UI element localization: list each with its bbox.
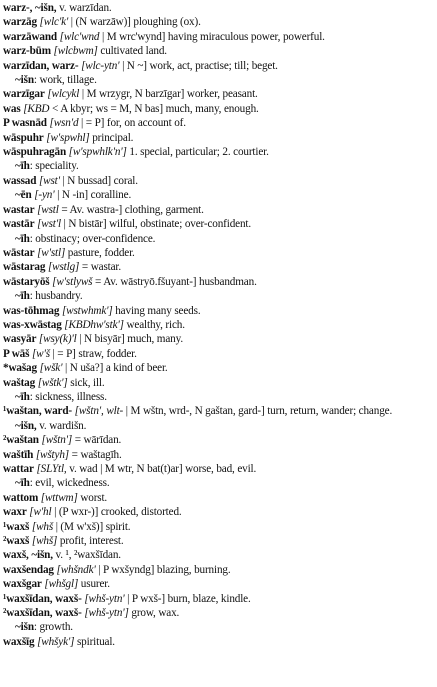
entry-headword: wāstaryōš (3, 275, 50, 288)
entry-gloss: | = P] for, on account of. (78, 117, 186, 130)
entry-headword: ¹waštan, ward- (3, 405, 73, 418)
entry-headword: ~išn, (15, 419, 37, 432)
dictionary-entry (3, 203, 433, 217)
entry-gloss: v. warzīdan. (56, 2, 112, 14)
entry-headword: was-tōhmag (3, 304, 60, 317)
entry-headword: P wāš (3, 347, 30, 360)
entry-gloss: | M wštn, wrd-, N gaštan, gard-] turn, return, wander; change. (123, 405, 393, 418)
dictionary-entry (3, 59, 433, 73)
entry-headword: wasyār (3, 333, 37, 346)
dictionary-entry (3, 462, 433, 476)
entry-headword: P wasnād (3, 117, 47, 130)
entry-gloss: : husbandry. (29, 290, 83, 303)
entry-gloss: | N bussad] coral. (59, 174, 138, 187)
entry-transcription: [wlcykl (44, 88, 80, 101)
entry-transcription: [w'spwhl] (43, 131, 90, 144)
entry-headword: wastar (3, 203, 35, 216)
entry-headword: was-xwāstag (3, 318, 62, 331)
entry-headword: wassad (3, 174, 37, 187)
entry-transcription: [wst'l (34, 218, 61, 231)
entry-gloss: v. wad | M wtr, N bat(t)ar] worse, bad, evil. (66, 463, 257, 475)
entry-headword: wāspuhragān (3, 146, 67, 159)
entry-headword: ~īh (15, 290, 30, 303)
entry-transcription: [wstwhmk'] (59, 304, 113, 317)
entry-headword: waxšgar (3, 578, 42, 591)
dictionary-entry (3, 304, 433, 318)
entry-headword: waxr (3, 506, 27, 519)
dictionary-entry (3, 73, 433, 87)
dictionary-entry (3, 520, 433, 534)
entry-gloss: | M wrzygr, N barzīgar] worker, peasant. (79, 88, 258, 101)
entry-headword: waxšendag (3, 563, 54, 576)
entry-transcription: [wlc'wnd (56, 30, 100, 43)
dictionary-entry (3, 620, 433, 634)
dictionary-entry (3, 159, 433, 173)
entry-gloss: : growth. (33, 621, 73, 634)
entry-gloss: : work, tillage. (33, 74, 97, 87)
entry-transcription: [whš-ytn'] (81, 607, 129, 620)
entry-gloss: | = P] straw, fodder. (49, 347, 137, 360)
entry-headword: ~īh (15, 160, 30, 173)
dictionary-entry (3, 44, 433, 58)
entry-gloss: spiritual. (74, 635, 115, 648)
entry-headword: was (3, 102, 21, 115)
entry-headword: ~īh (15, 232, 30, 245)
dictionary-entry (3, 448, 433, 462)
entry-transcription: [wttwm] (38, 491, 78, 504)
entry-headword: waštag (3, 376, 36, 389)
entry-transcription: [wštk'] (35, 376, 68, 389)
entry-transcription: [whš (29, 520, 54, 533)
entry-gloss: : sickness, illness. (29, 390, 107, 403)
dictionary-entry (3, 289, 433, 303)
dictionary-entry (3, 102, 433, 116)
entry-headword: waxšīg (3, 635, 35, 648)
entry-gloss: having many seeds. (112, 304, 201, 317)
dictionary-entry (3, 87, 433, 101)
entry-headword: wattom (3, 491, 39, 504)
entry-transcription: [w'stl] (34, 246, 66, 259)
dictionary-entry (3, 505, 433, 519)
dictionary-entry (3, 318, 433, 332)
entry-gloss: | (N warzāw)] ploughing (ox). (68, 16, 201, 29)
entry-headword: *wašag (3, 362, 37, 375)
entry-gloss: = Av. wastra-] clothing, garment. (58, 203, 204, 216)
entry-gloss: v. wardišn. (36, 419, 87, 432)
entry-gloss: | (P wxr-)] crooked, distorted. (51, 506, 182, 519)
dictionary-entry (3, 188, 433, 202)
dictionary-entry (3, 390, 433, 404)
entry-transcription: [wstlg] (45, 261, 80, 274)
entry-headword: ~išn (15, 621, 34, 634)
entry-transcription: [KBD (20, 102, 50, 115)
entry-headword: wāspuhr (3, 131, 44, 144)
dictionary-entry (3, 1, 433, 15)
entry-headword: ¹waxšīdan, waxš- (3, 592, 82, 605)
entry-gloss: = waštagīh. (68, 448, 122, 461)
entry-gloss: | N bistār] wilful, obstinate; over-confident. (60, 218, 252, 231)
entry-headword: ~īh (15, 477, 30, 490)
dictionary-entry (3, 606, 433, 620)
entry-transcription: [wstl (34, 203, 59, 216)
dictionary-entry (3, 635, 433, 649)
dictionary-entry (3, 548, 433, 562)
entry-gloss: = wārīdan. (72, 434, 122, 447)
entry-headword: ²waštan (3, 434, 39, 447)
dictionary-entry (3, 347, 433, 361)
entry-headword: warzīdan, warz- (3, 59, 79, 72)
entry-gloss: : speciality. (29, 160, 79, 173)
entry-gloss: grow, wax. (128, 607, 180, 620)
entry-transcription: [w'š (29, 347, 50, 360)
entry-gloss: | P wxšyndg] blazing, burning. (95, 563, 231, 576)
entry-gloss: | P wxš-] burn, blaze, kindle. (124, 592, 251, 605)
entry-headword: wastār (3, 218, 35, 231)
entry-headword: wattar (3, 463, 34, 475)
entry-headword: ~ēn (15, 189, 32, 202)
entry-gloss: sick, ill. (67, 376, 105, 389)
entry-headword: ²waxšīdan, waxš- (3, 607, 82, 620)
entry-transcription: [wsy(k)'l (36, 333, 77, 346)
entry-transcription: [-yn' (31, 189, 55, 202)
dictionary-entry (3, 592, 433, 606)
entry-gloss: < A kbyr; ws = M, N bas] much, many, enough. (49, 102, 259, 115)
dictionary-entry (3, 30, 433, 44)
dictionary-entry (3, 376, 433, 390)
dictionary-entry (3, 577, 433, 591)
entry-headword: ~īh (15, 390, 30, 403)
entry-headword: warzīgar (3, 88, 45, 101)
dictionary-entry (3, 15, 433, 29)
entry-transcription: [KBDhw'stk'] (61, 318, 124, 331)
entry-transcription: [wlc'k' (36, 16, 69, 29)
entry-gloss: | N -in] coralline. (54, 189, 132, 202)
entry-transcription: [whšyk'] (34, 635, 75, 648)
dictionary-entry (3, 476, 433, 490)
entry-transcription: [wst' (36, 174, 60, 187)
entry-gloss: 1. special, particular; 2. courtier. (126, 146, 269, 159)
entry-gloss: | N bisyār] much, many. (76, 333, 183, 346)
entry-gloss: worst. (77, 491, 108, 504)
dictionary-entry (3, 131, 433, 145)
entry-gloss: | (M w'xš)] spirit. (53, 520, 131, 533)
entry-headword: ¹waxš (3, 520, 30, 533)
entry-gloss: : evil, wickedness. (29, 477, 110, 490)
dictionary-entry (3, 217, 433, 231)
entry-gloss: wealthy, rich. (123, 318, 185, 331)
entry-transcription: [wštn'] (38, 434, 73, 447)
dictionary-entry (3, 563, 433, 577)
entry-headword: wāstarag (3, 261, 46, 274)
entry-gloss: v. ¹, ²waxšīdan. (52, 549, 121, 562)
entry-gloss: : obstinacy; over-confidence. (29, 232, 156, 245)
entry-headword: warzāg (3, 16, 37, 29)
dictionary-entry (3, 174, 433, 188)
entry-headword: warz-būm (3, 45, 51, 58)
entry-gloss: | M wrc'wynd] having miraculous power, powerful. (99, 30, 325, 43)
dictionary-entry (3, 145, 433, 159)
entry-transcription: [SLYtl, (33, 463, 67, 475)
entry-transcription: [whš-ytn' (81, 592, 125, 605)
entry-gloss: cultivated land. (97, 45, 167, 58)
entry-headword: waštīh (3, 448, 34, 461)
entry-headword: warzāwand (3, 30, 57, 43)
entry-gloss: usurer. (78, 578, 110, 591)
dictionary-entry (3, 275, 433, 289)
entry-gloss: principal. (89, 131, 134, 144)
entry-gloss: pasture, fodder. (65, 246, 135, 259)
dictionary-entry (3, 404, 433, 418)
entry-transcription: [wlc-ytn' (78, 59, 120, 72)
entry-transcription: [w'spwhlk'n'] (66, 146, 127, 159)
entry-gloss: = wastar. (79, 261, 122, 274)
dictionary-entry (3, 232, 433, 246)
entry-gloss: | N uša?] a kind of beer. (62, 362, 168, 375)
entry-transcription: [whšgl] (41, 578, 79, 591)
entry-transcription: [wsn'd (46, 117, 79, 130)
entry-transcription: [whš] (29, 535, 58, 548)
dictionary-entry (3, 361, 433, 375)
entry-transcription: [wštyh] (33, 448, 69, 461)
entry-transcription: [wlcbwm] (50, 45, 98, 58)
dictionary-entry (3, 491, 433, 505)
entry-transcription: [wšk' (36, 362, 63, 375)
entry-headword: ~išn (15, 74, 34, 87)
entry-gloss: | N ~] work, act, practise; till; beget. (119, 59, 278, 72)
entry-headword: ²waxš (3, 535, 30, 548)
entry-gloss: profit, interest. (57, 535, 124, 548)
dictionary-entry (3, 534, 433, 548)
dictionary-entry (3, 433, 433, 447)
entry-headword: wāstar (3, 246, 35, 259)
entry-headword: warz-, ~išn, (3, 2, 57, 14)
dictionary-entry (3, 332, 433, 346)
entry-transcription: [w'stlywš (49, 275, 93, 288)
entry-transcription: [w'hl (26, 506, 52, 519)
entry-gloss: = Av. wāstryō.fšuyant-] husbandman. (92, 275, 257, 288)
dictionary-entry (3, 419, 433, 433)
dictionary-entry (3, 116, 433, 130)
entry-transcription: [whšndk' (53, 563, 96, 576)
dictionary-entry (3, 260, 433, 274)
dictionary-entry (3, 246, 433, 260)
entry-headword: waxš, ~išn, (3, 549, 53, 562)
entry-transcription: [wštn', wlt- (72, 405, 124, 418)
